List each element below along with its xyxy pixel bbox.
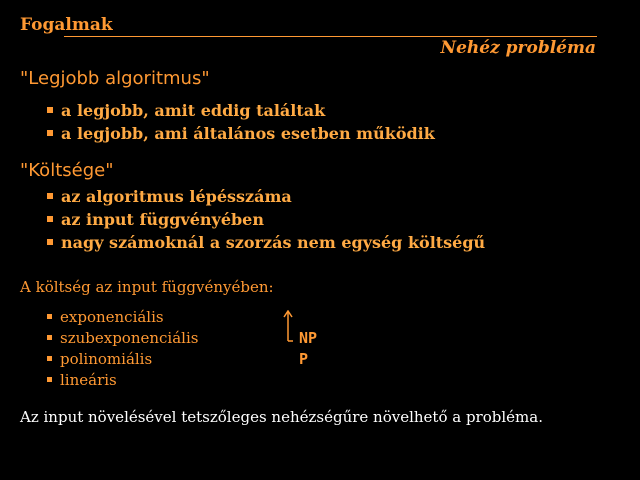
square-bullet-icon: [47, 356, 52, 361]
square-bullet-icon: [47, 130, 53, 136]
square-bullet-icon: [47, 377, 52, 382]
page-title: Fogalmak: [20, 15, 113, 35]
list-item: az algoritmus lépésszáma: [47, 187, 292, 206]
list-item: lineáris: [47, 371, 117, 389]
square-bullet-icon: [47, 193, 53, 199]
section-heading-cost: "Költsége": [20, 160, 114, 181]
p-label: P: [299, 350, 309, 368]
list-item: szubexponenciális: [47, 329, 198, 347]
complexity-title: A költség az input függvényében:: [20, 278, 274, 296]
square-bullet-icon: [47, 335, 52, 340]
list-item: a legjobb, ami általános esetben működik: [47, 124, 435, 143]
list-item: az input függvényében: [47, 210, 264, 229]
footer-note: Az input növelésével tetszőleges nehézségűre növelhető a probléma.: [20, 408, 543, 426]
section-heading-best-algorithm: "Legjobb algoritmus": [20, 68, 210, 89]
np-label: NP: [299, 329, 318, 347]
square-bullet-icon: [47, 314, 52, 319]
up-arrow-icon: [283, 310, 293, 342]
square-bullet-icon: [47, 216, 53, 222]
title-divider: [64, 36, 597, 37]
square-bullet-icon: [47, 107, 53, 113]
list-item: exponenciális: [47, 308, 164, 326]
list-item: nagy számoknál a szorzás nem egység költségű: [47, 233, 485, 252]
list-item: polinomiális: [47, 350, 152, 368]
list-item: a legjobb, amit eddig találtak: [47, 101, 325, 120]
page-subtitle: Nehéz probléma: [440, 38, 596, 58]
square-bullet-icon: [47, 239, 53, 245]
